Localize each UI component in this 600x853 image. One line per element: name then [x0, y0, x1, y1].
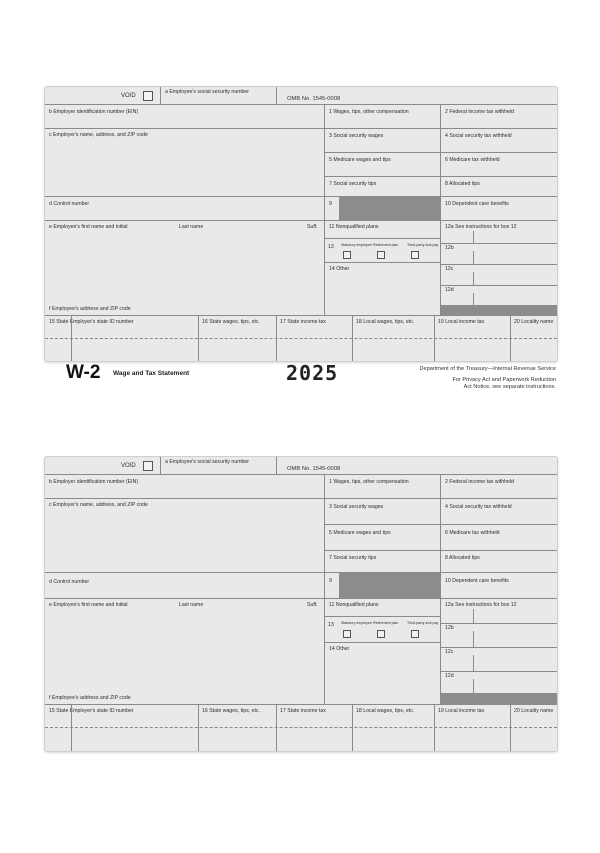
box-3-ss-wages[interactable] — [325, 129, 441, 153]
box-12b-divider — [473, 251, 474, 264]
box-e-label: e Employee's first name and initial — [49, 224, 128, 230]
box-12b-label: 12b — [445, 625, 454, 631]
box-12a-line — [441, 623, 557, 624]
box-d-label: d Control number — [49, 201, 90, 207]
box-1-label: 1 Wages, tips, other compensation — [329, 109, 409, 115]
void-label: VOID — [121, 463, 136, 469]
box-11-label: 11 Nonqualified plans — [329, 224, 379, 230]
box-14-other[interactable] — [325, 263, 441, 316]
omb-cell — [277, 87, 557, 105]
box-e-employee[interactable] — [45, 221, 325, 316]
retirement-plan-checkbox[interactable] — [377, 251, 385, 259]
box-14-other[interactable] — [325, 643, 441, 705]
box-13-retirement-label: Retirement plan — [373, 243, 399, 247]
box-12a-divider — [473, 609, 474, 623]
box-8-label: 8 Allocated tips — [445, 181, 480, 187]
box-13 — [325, 617, 441, 643]
box-12d-label: 12d — [445, 673, 454, 679]
box-18-local-wages[interactable] — [353, 705, 435, 751]
void-checkbox[interactable] — [143, 91, 153, 101]
box-3-label: 3 Social security wages — [329, 133, 384, 139]
box-5-medicare-wages[interactable] — [325, 153, 441, 177]
box-12c-divider — [473, 655, 474, 671]
box-13-label: 13 — [328, 622, 334, 628]
box-1-wages[interactable] — [325, 105, 441, 129]
box-7-ss-tips[interactable] — [325, 551, 441, 573]
box-20-label: 20 Locality name — [514, 319, 554, 325]
box-6-label: 6 Medicare tax withheld — [445, 157, 500, 163]
box-c-employer[interactable] — [45, 499, 325, 573]
box-9 — [325, 573, 441, 599]
box-13-sickpay-label: Third-party sick pay — [407, 621, 439, 625]
box-6-label: 6 Medicare tax withheld — [445, 530, 500, 536]
box-17-label: 17 State income tax — [280, 319, 326, 325]
omb-cell — [277, 457, 557, 475]
box-10-label: 10 Dependent care benefits — [445, 578, 509, 584]
third-party-sick-pay-checkbox[interactable] — [411, 630, 419, 638]
box-e-label: e Employee's first name and initial — [49, 602, 128, 608]
state-row-dashed-line — [45, 338, 557, 339]
omb-number: OMB No. 1545-0008 — [287, 96, 341, 102]
box-a-ssn[interactable] — [161, 457, 277, 475]
box-5-label: 5 Medicare wages and tips — [329, 157, 391, 163]
box-e-last-label: Last name — [179, 224, 204, 230]
box-8-allocated-tips[interactable] — [441, 551, 557, 573]
box-15-divider — [71, 705, 72, 751]
box-12d-label: 12d — [445, 287, 454, 293]
third-party-sick-pay-checkbox[interactable] — [411, 251, 419, 259]
state-row-dashed-line — [45, 727, 557, 728]
omb-number: OMB No. 1545-0008 — [287, 466, 341, 472]
void-label: VOID — [121, 93, 136, 99]
box-a-label: a Employee's social security number — [165, 89, 250, 95]
box-12-shade — [441, 305, 557, 316]
box-e-suffix-label: Suff. — [307, 224, 318, 230]
box-18-label: 18 Local wages, tips, etc. — [356, 708, 415, 714]
box-5-medicare-wages[interactable] — [325, 525, 441, 551]
box-e-employee[interactable] — [45, 599, 325, 705]
box-c-employer[interactable] — [45, 129, 325, 197]
form-subtitle: Wage and Tax Statement — [113, 370, 190, 377]
box-1-label: 1 Wages, tips, other compensation — [329, 479, 409, 485]
box-f-label: f Employee's address and ZIP code — [49, 695, 131, 701]
retirement-plan-checkbox[interactable] — [377, 630, 385, 638]
box-a-ssn[interactable] — [161, 87, 277, 105]
box-b-ein[interactable] — [45, 475, 325, 499]
box-1-wages[interactable] — [325, 475, 441, 499]
box-2-label: 2 Federal income tax withheld — [445, 109, 514, 115]
box-9-label: 9 — [329, 201, 332, 207]
box-16-state-wages[interactable] — [199, 705, 277, 751]
box-3-label: 3 Social security wages — [329, 504, 384, 510]
box-16-label: 16 State wages, tips, etc. — [202, 319, 260, 325]
box-13-retirement-label: Retirement plan — [373, 621, 399, 625]
box-12b-divider — [473, 631, 474, 647]
box-e-last-label: Last name — [179, 602, 204, 608]
box-4-ss-tax[interactable] — [441, 129, 557, 153]
box-11-nonqualified[interactable] — [325, 599, 441, 617]
statutory-employee-checkbox[interactable] — [343, 630, 351, 638]
statutory-employee-checkbox[interactable] — [343, 251, 351, 259]
box-7-label: 7 Social security tips — [329, 181, 377, 187]
box-b-label: b Employer identification number (EIN) — [49, 479, 139, 485]
box-a-label: a Employee's social security number — [165, 459, 250, 465]
box-12-area — [441, 221, 557, 316]
box-12-shade — [441, 693, 557, 705]
box-6-medicare-tax[interactable] — [441, 525, 557, 551]
privacy-line: For Privacy Act and Paperwork Reduction — [452, 377, 556, 383]
box-11-nonqualified[interactable] — [325, 221, 441, 239]
box-e-suffix-label: Suff. — [307, 602, 318, 608]
box-12b-line — [441, 647, 557, 648]
box-12d-divider — [473, 293, 474, 305]
box-20-locality[interactable] — [511, 705, 557, 751]
box-13-statutory-label: Statutory employee — [341, 621, 372, 625]
box-12a-label: 12a See instructions for box 12 — [445, 224, 517, 230]
box-17-label: 17 State income tax — [280, 708, 326, 714]
box-2-fed-tax[interactable] — [441, 475, 557, 499]
dept-line: Department of the Treasury—Internal Revenue Service — [419, 366, 556, 372]
box-19-label: 19 Local income tax — [438, 708, 485, 714]
box-b-label: b Employer identification number (EIN) — [49, 109, 139, 115]
tax-year: 2025 — [286, 361, 339, 385]
box-19-label: 19 Local income tax — [438, 319, 485, 325]
box-13 — [325, 239, 441, 263]
box-12a-label: 12a See instructions for box 12 — [445, 602, 517, 608]
box-d-control[interactable] — [45, 197, 325, 221]
box-f-label: f Employee's address and ZIP code — [49, 306, 131, 312]
box-10-label: 10 Dependent care benefits — [445, 201, 509, 207]
box-c-label: c Employer's name, address, and ZIP code — [49, 502, 148, 508]
box-14-label: 14 Other — [329, 266, 350, 272]
box-8-label: 8 Allocated tips — [445, 555, 480, 561]
box-12b-line — [441, 264, 557, 265]
box-5-label: 5 Medicare wages and tips — [329, 530, 391, 536]
box-4-ss-tax[interactable] — [441, 499, 557, 525]
box-9-shade — [339, 197, 440, 220]
box-10-dependent-care[interactable] — [441, 573, 557, 599]
box-9 — [325, 197, 441, 221]
w2-form-top — [44, 86, 558, 362]
box-13-label: 13 — [328, 244, 334, 250]
box-12b-label: 12b — [445, 245, 454, 251]
box-d-control[interactable] — [45, 573, 325, 599]
box-11-label: 11 Nonqualified plans — [329, 602, 379, 608]
box-12a-line — [441, 243, 557, 244]
box-16-label: 16 State wages, tips, etc. — [202, 708, 260, 714]
box-c-label: c Employer's name, address, and ZIP code — [49, 132, 148, 138]
box-14-label: 14 Other — [329, 646, 350, 652]
box-13-sickpay-label: Third-party sick pay — [407, 243, 439, 247]
box-18-label: 18 Local wages, tips, etc. — [356, 319, 415, 325]
box-12c-divider — [473, 272, 474, 285]
box-15-label: 15 State Employer's state ID number — [49, 708, 134, 714]
box-17-state-tax[interactable] — [277, 705, 353, 751]
act-notice-line: Act Notice, see separate instructions. — [463, 384, 556, 390]
box-12-area — [441, 599, 557, 705]
box-20-label: 20 Locality name — [514, 708, 554, 714]
box-12c-label: 12c — [445, 266, 454, 272]
form-id: W-2 — [66, 362, 101, 383]
box-10-dependent-care[interactable] — [441, 197, 557, 221]
box-3-ss-wages[interactable] — [325, 499, 441, 525]
box-15-label: 15 State Employer's state ID number — [49, 319, 134, 325]
box-6-medicare-tax[interactable] — [441, 153, 557, 177]
box-12a-divider — [473, 231, 474, 243]
box-2-fed-tax[interactable] — [441, 105, 557, 129]
w2-form-bottom — [44, 456, 558, 752]
box-4-label: 4 Social security tax withheld — [445, 133, 512, 139]
void-checkbox[interactable] — [143, 461, 153, 471]
box-7-label: 7 Social security tips — [329, 555, 377, 561]
box-4-label: 4 Social security tax withheld — [445, 504, 512, 510]
box-7-ss-tips[interactable] — [325, 177, 441, 197]
box-9-label: 9 — [329, 578, 332, 584]
box-13-statutory-label: Statutory employee — [341, 243, 372, 247]
box-8-allocated-tips[interactable] — [441, 177, 557, 197]
box-b-ein[interactable] — [45, 105, 325, 129]
box-12d-divider — [473, 679, 474, 693]
box-15-state[interactable] — [45, 705, 199, 751]
box-d-label: d Control number — [49, 579, 90, 585]
void-cell — [45, 87, 161, 105]
box-9-shade — [339, 573, 440, 598]
box-19-local-tax[interactable] — [435, 705, 511, 751]
box-12c-line — [441, 671, 557, 672]
box-12c-line — [441, 285, 557, 286]
box-2-label: 2 Federal income tax withheld — [445, 479, 514, 485]
box-12c-label: 12c — [445, 649, 454, 655]
void-cell — [45, 457, 161, 475]
